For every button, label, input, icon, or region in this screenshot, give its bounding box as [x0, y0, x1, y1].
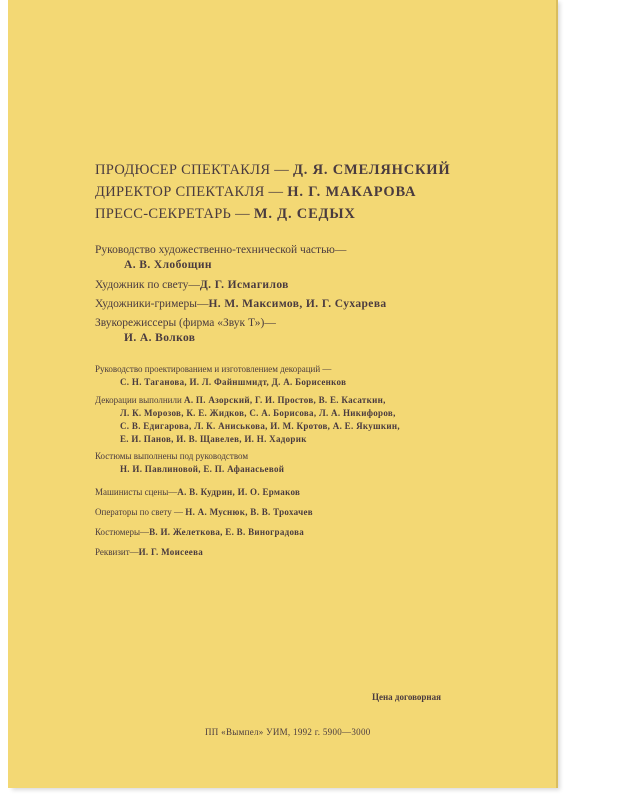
credit-costume-names: Н. И. Павлиновой, Е. П. Афанасьевой	[120, 464, 285, 474]
credit-decor-lead-role: Руководство проектированием и изготовлением декораций —	[95, 364, 332, 374]
credit-decor-made-line2: Л. К. Морозов, К. Е. Жидков, С. А. Борисова, Л. А. Никифоров,	[120, 408, 396, 418]
credit-decor-made-line3: С. В. Едигарова, Л. К. Аниськова, И. М. Кротов, А. Е. Якушкин,	[120, 421, 400, 431]
credit-decor-made-line4: Е. И. Панов, И. В. Щавелев, И. Н. Хадорик	[120, 434, 307, 444]
imprint-line: ПП «Вымпел» УИМ, 1992 г. 5900—3000	[205, 727, 371, 737]
credit-producer	[95, 162, 450, 179]
credit-name: М. Д. СЕДЫХ	[253, 206, 356, 222]
credit-light-operators: Операторы по свету — Н. А. Муснюк, В. В. Трохачев	[95, 507, 313, 517]
credit-director	[95, 184, 416, 201]
credit-role: ПРОДЮСЕР СПЕКТАКЛЯ —	[95, 162, 293, 178]
credit-costumers: Костюмеры—В. И. Желеткова, Е. В. Виноградова	[95, 527, 305, 537]
credit-press-secretary	[95, 206, 356, 223]
credit-makeup-artists: Художники-гримеры—Н. М. Максимов, И. Г. Сухарева	[95, 298, 387, 310]
credit-lighting-designer: Художник по свету—Д. Г. Исмагилов	[95, 279, 289, 291]
credit-role: ПРЕСС-СЕКРЕТАРЬ —	[95, 206, 254, 222]
program-page	[8, 0, 556, 788]
credit-decor-made-line1: Декорации выполнили А. П. Азорский, Г. И. Простов, В. Е. Касаткин,	[95, 395, 386, 405]
credit-name: Н. Г. МАКАРОВА	[287, 184, 417, 200]
credit-costume-role: Костюмы выполнены под руководством	[95, 451, 249, 461]
credit-tech-name: А. В. Хлобощин	[124, 259, 212, 271]
credit-tech-role: Руководство художественно-технической частью—	[95, 244, 347, 256]
credit-props: Реквизит—И. Г. Моисеева	[95, 547, 204, 557]
credit-name: Д. Я. СМЕЛЯНСКИЙ	[292, 162, 451, 178]
credit-machinists: Машинисты сцены—А. В. Кудрин, И. О. Ермаков	[95, 487, 301, 497]
credit-decor-lead-names: С. Н. Таганова, И. Л. Файншмидт, Д. А. Борисенков	[120, 377, 347, 387]
credit-role: ДИРЕКТОР СПЕКТАКЛЯ —	[95, 184, 288, 200]
price-label: Цена договорная	[372, 692, 441, 702]
credit-sound-name: И. А. Волков	[124, 332, 196, 344]
credit-sound-role: Звукорежиссеры (фирма «Звук Т»)—	[95, 317, 276, 329]
